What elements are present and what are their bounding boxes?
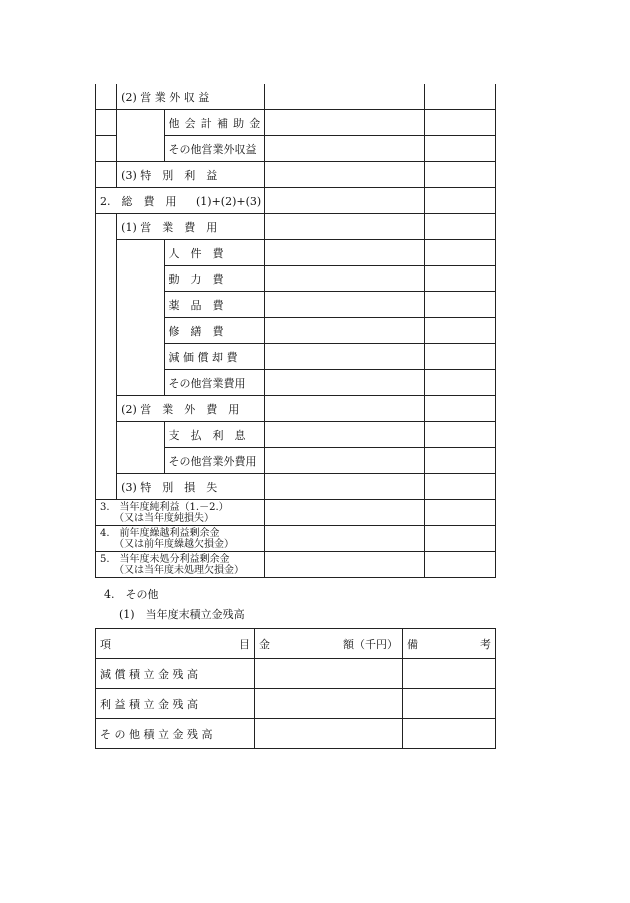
total-expense-label: 2. 総 費 用 [100, 194, 177, 208]
section-subtitle: (1) 当年度末積立金残高 [119, 608, 245, 621]
total-expense-formula: (1)+(2)+(3) [196, 194, 262, 208]
other-nonop-revenue-label: その他営業外収益 [164, 136, 265, 162]
table-row [96, 188, 496, 214]
table-row [96, 526, 496, 552]
row-label: 減 償 積 立 金 残 高 [96, 659, 255, 689]
net-income-line1: 3. 当年度純利益（1.－2.） [100, 501, 229, 513]
table-row [96, 162, 496, 188]
personnel-label: 人 件 費 [164, 240, 265, 266]
table-row [96, 396, 496, 422]
extraordinary-loss-label: (3) 特 別 損 失 [117, 474, 265, 500]
table-row [96, 422, 496, 448]
extraordinary-gain-label: (3) 特 別 利 益 [117, 162, 265, 188]
table-row [96, 659, 496, 689]
other-operating-expense-label: その他営業費用 [164, 370, 265, 396]
reserve-balance-table [95, 628, 496, 749]
repairs-label: 修 繕 費 [164, 318, 265, 344]
operating-expense-label: (1) 営 業 費 用 [117, 214, 265, 240]
total-expense-cell [96, 188, 265, 214]
table-row [96, 240, 496, 266]
table-row [96, 110, 496, 136]
unappropriated-line1: 5. 当年度未処分利益剰余金 [100, 553, 230, 565]
header-amount: 金 額（千円） [255, 629, 403, 659]
power-label: 動 力 費 [164, 266, 265, 292]
net-income-line2: （又は当年度純損失） [114, 512, 214, 524]
unappropriated-line2: （又は当年度未処理欠損金） [114, 564, 244, 576]
table-row [96, 474, 496, 500]
unappropriated-cell [96, 552, 265, 578]
nonop-revenue-label: (2) 営 業 外 収 益 [117, 84, 265, 110]
table-row [96, 500, 496, 526]
header-note: 備 考 [403, 629, 496, 659]
chemicals-label: 薬 品 費 [164, 292, 265, 318]
table-row [96, 84, 496, 110]
interest-label: 支 払 利 息 [164, 422, 265, 448]
table-row [96, 552, 496, 578]
table-row [96, 689, 496, 719]
nonop-expense-label: (2) 営 業 外 費 用 [117, 396, 265, 422]
other-account-subsidy-label: 他会計補助金 [164, 110, 265, 136]
retained-line1: 4. 前年度繰越利益剰余金 [100, 527, 220, 539]
income-statement-table [95, 84, 496, 578]
retained-line2: （又は前年度繰越欠損金） [114, 538, 234, 550]
table-row [96, 719, 496, 749]
table-header-row [96, 629, 496, 659]
row-label: そ の 他 積 立 金 残 高 [96, 719, 255, 749]
row-label: 利 益 積 立 金 残 高 [96, 689, 255, 719]
depreciation-label: 減 価 償 却 費 [164, 344, 265, 370]
other-nonop-expense-label: その他営業外費用 [164, 448, 265, 474]
header-item: 項 目 [96, 629, 255, 659]
section-title: 4. その他 [104, 588, 159, 601]
table-row [96, 214, 496, 240]
net-income-cell [96, 500, 265, 526]
retained-earnings-cell [96, 526, 265, 552]
